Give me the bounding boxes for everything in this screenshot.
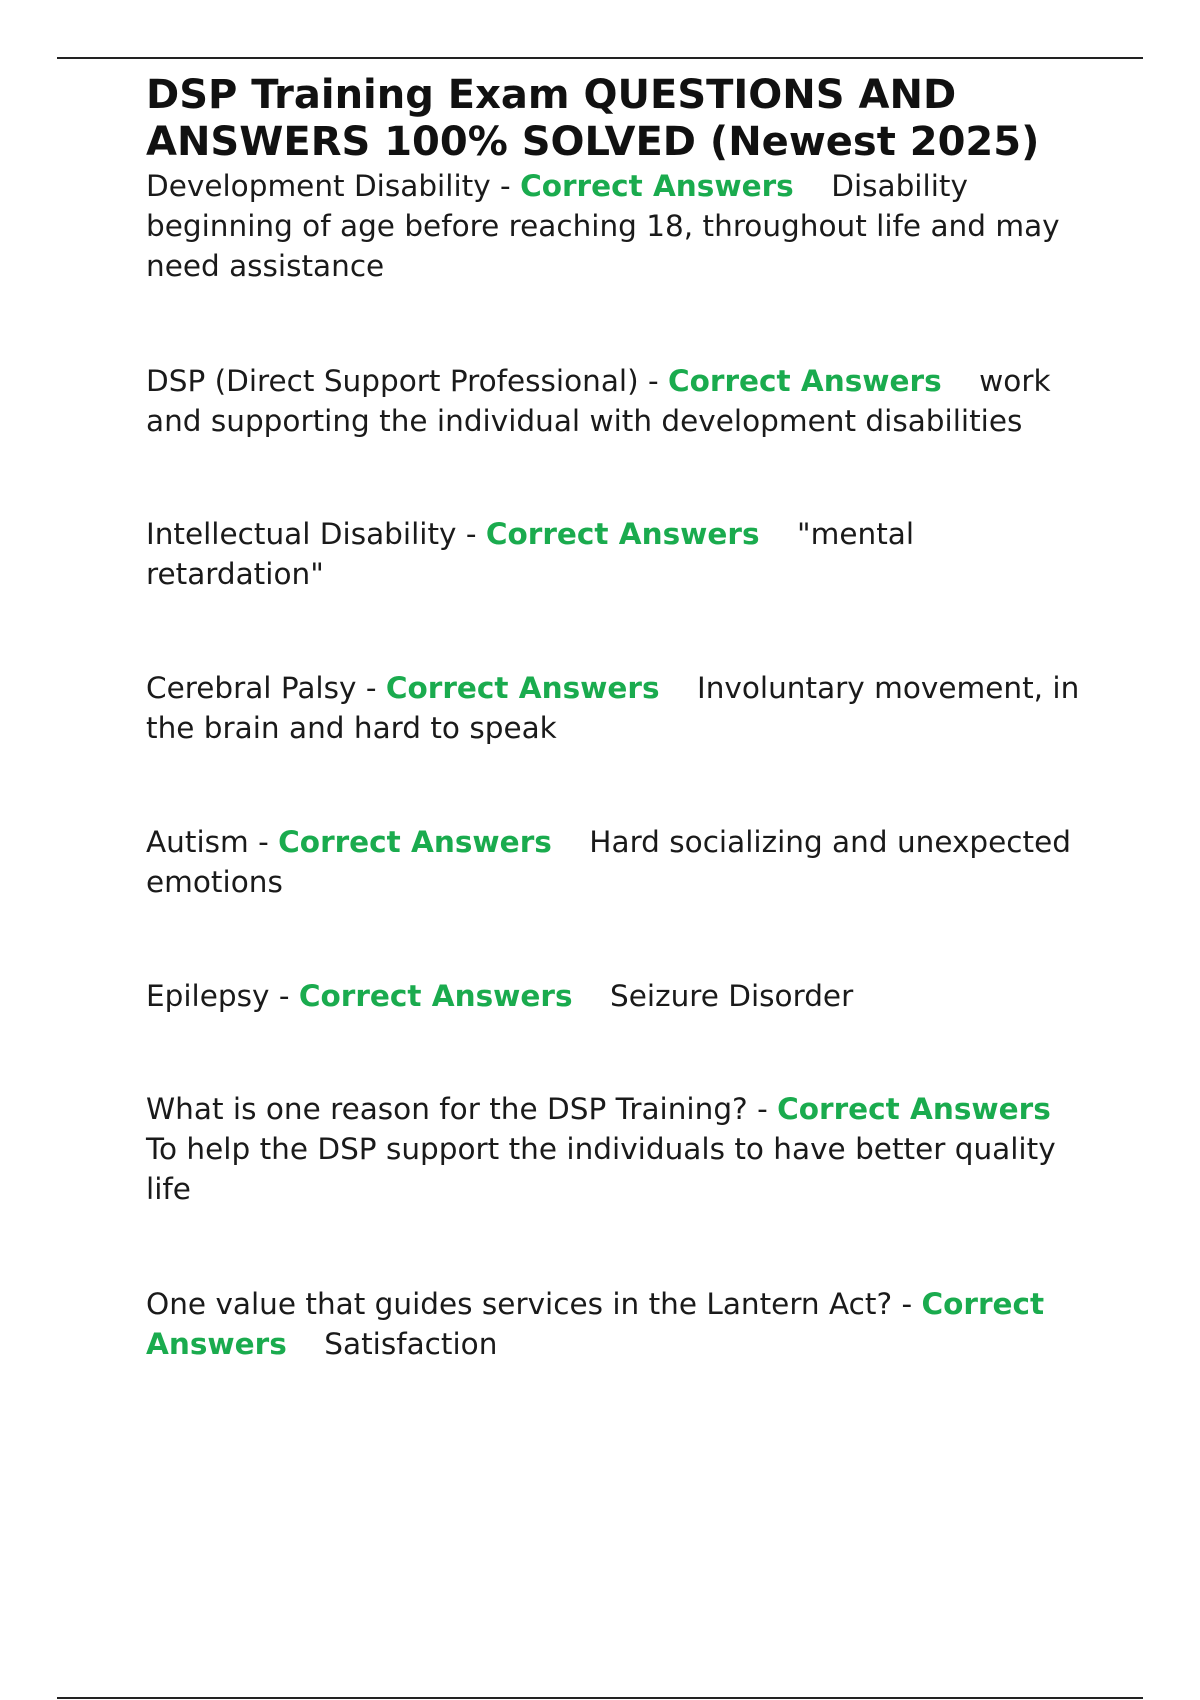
answer-text: Involuntary movement, in the brain and hard to speak (146, 671, 1089, 745)
correct-answers-label: Correct Answers (668, 364, 942, 398)
answer-text: work and supporting the individual with development disabilities (146, 364, 1060, 438)
qa-item (146, 166, 1090, 286)
correct-answers-label: Correct Answers (278, 825, 552, 859)
correct-answers-label: Correct Answers (520, 169, 794, 203)
document-title: DSP Training Exam QUESTIONS AND ANSWERS 100% SOLVED (Newest 2025) (146, 72, 1040, 165)
answer-text: Disability beginning of age before reaching 18, throughout life and may need assistance (146, 169, 1069, 283)
top-rule (57, 57, 1143, 59)
document-body (146, 72, 1090, 1364)
qa-item (146, 361, 1090, 441)
question-text: Autism - (146, 825, 279, 859)
question-text: One value that guides services in the Lantern Act? - (146, 1287, 922, 1321)
qa-item (146, 514, 1090, 594)
qa-item (146, 822, 1090, 902)
question-text: DSP (Direct Support Professional) - (146, 364, 669, 398)
qa-item (146, 668, 1090, 748)
correct-answers-label: Correct Answers (777, 1092, 1051, 1126)
answer-text: Hard socializing and unexpected emotions (146, 825, 1081, 899)
question-text: What is one reason for the DSP Training? - (146, 1092, 778, 1126)
answer-text: Seizure Disorder (572, 979, 854, 1013)
qa-item (146, 1089, 1090, 1209)
qa-item (146, 976, 1090, 1016)
correct-answers-label: Correct Answers (146, 1287, 1045, 1361)
answer-text: To help the DSP support the individuals to have better quality life (146, 1092, 1089, 1206)
question-text: Cerebral Palsy - (146, 671, 386, 705)
bottom-rule (57, 1697, 1143, 1699)
correct-answers-label: Correct Answers (298, 979, 573, 1013)
correct-answers-label: Correct Answers (485, 517, 760, 551)
question-text: Development Disability - (146, 169, 521, 203)
question-text: Intellectual Disability - (146, 517, 486, 551)
question-text: Epilepsy - (146, 979, 299, 1013)
answer-text: Satisfaction (286, 1327, 498, 1361)
answer-text: "mental retardation" (146, 517, 924, 591)
correct-answers-label: Correct Answers (385, 671, 660, 705)
qa-item (146, 1284, 1090, 1364)
